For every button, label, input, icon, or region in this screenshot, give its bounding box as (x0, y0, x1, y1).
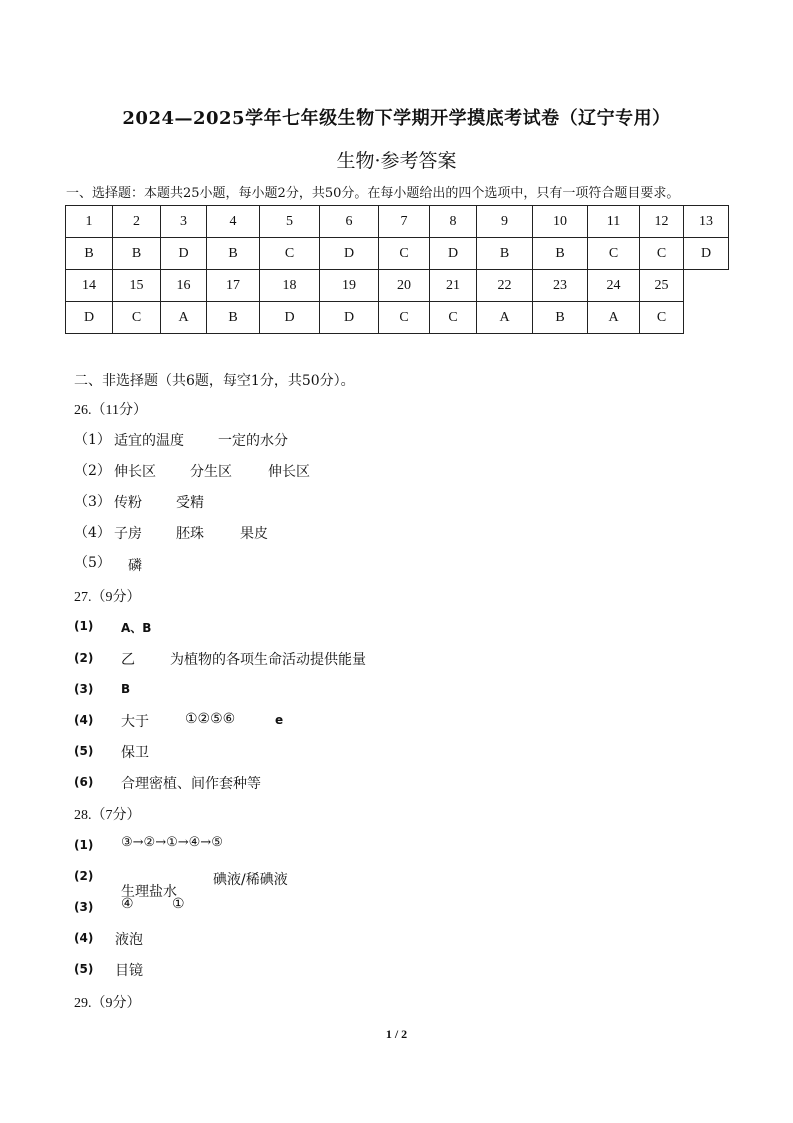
question-number-cell: 18 (260, 270, 320, 302)
q26-1-answer-2: 一定的水分 (218, 433, 288, 449)
answer-cell: D (320, 238, 379, 270)
q26-4-answer-3: 果皮 (240, 526, 268, 542)
question-26-label: 26.（11分） (74, 403, 147, 418)
question-number-cell: 8 (430, 206, 477, 238)
q27-6-answer-1: 合理密植、间作套种等 (121, 776, 261, 792)
q26-4-answer-2: 胚珠 (176, 526, 204, 542)
q28-1-answer-1: ③→②→①→④→⑤ (121, 835, 223, 850)
answer-cell: D (430, 238, 477, 270)
q28-item-4-number: (4) (74, 931, 94, 945)
answer-cell: C (588, 238, 640, 270)
answer-cell: D (320, 302, 379, 334)
q26-item-4-number: （4） (74, 525, 111, 541)
q26-item-1-number: （1） (74, 432, 111, 448)
q28-4-answer-1: 液泡 (115, 932, 143, 948)
q27-item-3-number: (3) (74, 682, 94, 696)
answer-cell: B (533, 302, 588, 334)
q26-3-answer-1: 传粉 (114, 495, 142, 511)
table-row (66, 270, 729, 302)
question-number-cell: 22 (477, 270, 533, 302)
answer-cell: C (640, 238, 684, 270)
question-number-cell: 24 (588, 270, 640, 302)
answer-cell: C (430, 302, 477, 334)
q26-item-2-number: （2） (74, 463, 111, 479)
answer-cell: D (161, 238, 207, 270)
page-title: 2024—2025学年七年级生物下学期开学摸底考试卷（辽宁专用） (122, 108, 671, 129)
question-number-cell: 2 (113, 206, 161, 238)
q26-5-answer-1: 磷 (128, 558, 142, 574)
answer-table (65, 205, 729, 334)
q28-item-2-number: (2) (74, 869, 94, 883)
answer-cell: A (477, 302, 533, 334)
answer-cell: B (533, 238, 588, 270)
answer-cell: C (379, 302, 430, 334)
q27-1-answer-1: A、B (121, 621, 152, 635)
page-number: 1 / 2 (385, 1027, 408, 1041)
q28-item-5-number: (5) (74, 962, 94, 976)
q26-1-answer-1: 适宜的温度 (114, 433, 184, 449)
question-number-cell: 16 (161, 270, 207, 302)
table-row (66, 206, 729, 238)
answer-cell: D (66, 302, 113, 334)
table-row (66, 302, 729, 334)
answer-cell: C (640, 302, 684, 334)
q28-5-answer-1: 目镜 (115, 963, 143, 979)
question-number-cell: 15 (113, 270, 161, 302)
q26-item-3-number: （3） (74, 494, 111, 510)
q27-4-answer-3: e (275, 713, 284, 727)
q27-item-6-number: (6) (74, 775, 94, 789)
q28-item-3-number: (3) (74, 900, 94, 914)
question-28-label: 28.（7分） (74, 808, 141, 823)
q27-3-answer-1: B (121, 682, 131, 696)
empty-cell (684, 270, 729, 302)
page-subtitle: 生物·参考答案 (336, 150, 457, 172)
q27-item-2-number: (2) (74, 651, 94, 665)
answer-cell: B (66, 238, 113, 270)
q27-item-4-number: (4) (74, 713, 94, 727)
question-number-cell: 3 (161, 206, 207, 238)
q28-3-answer-2: ① (172, 896, 185, 912)
answer-cell: A (588, 302, 640, 334)
question-number-cell: 7 (379, 206, 430, 238)
q28-2-answer-2: 碘液/稀碘液 (213, 872, 288, 888)
question-number-cell: 9 (477, 206, 533, 238)
answer-cell: C (379, 238, 430, 270)
q27-2-answer-2: 为植物的各项生命活动提供能量 (170, 652, 366, 668)
q27-4-answer-2: ①②⑤⑥ (185, 711, 236, 727)
q27-item-5-number: (5) (74, 744, 94, 758)
table-row (66, 238, 729, 270)
q27-5-answer-1: 保卫 (121, 745, 149, 761)
q26-2-answer-2: 分生区 (190, 464, 232, 480)
section1-heading: 一、选择题：本题共25小题，每小题2分，共50分。在每小题给出的四个选项中，只有一项符合题目要求。 (66, 186, 680, 201)
question-number-cell: 23 (533, 270, 588, 302)
q28-2-answer-1: 生理盐水 (121, 884, 177, 900)
question-number-cell: 5 (260, 206, 320, 238)
question-number-cell: 14 (66, 270, 113, 302)
q26-3-answer-2: 受精 (176, 495, 204, 511)
question-number-cell: 25 (640, 270, 684, 302)
q26-4-answer-1: 子房 (114, 526, 142, 542)
q28-item-1-number: (1) (74, 838, 94, 852)
q28-3-answer-1: ④ (121, 896, 134, 912)
question-number-cell: 10 (533, 206, 588, 238)
answer-cell: B (207, 238, 260, 270)
answer-cell: B (113, 238, 161, 270)
question-29-label: 29.（9分） (74, 996, 141, 1011)
answer-cell: B (207, 302, 260, 334)
question-number-cell: 20 (379, 270, 430, 302)
question-number-cell: 11 (588, 206, 640, 238)
answer-cell: D (684, 238, 729, 270)
q26-2-answer-1: 伸长区 (114, 464, 156, 480)
question-number-cell: 13 (684, 206, 729, 238)
q27-4-answer-1: 大于 (121, 714, 149, 730)
empty-cell (684, 302, 729, 334)
question-number-cell: 12 (640, 206, 684, 238)
question-number-cell: 19 (320, 270, 379, 302)
q26-item-5-number: （5） (74, 555, 111, 571)
q27-2-answer-1: 乙 (121, 652, 135, 668)
answer-cell: A (161, 302, 207, 334)
section2-heading: 二、非选择题（共6题，每空1分，共50分）。 (74, 373, 355, 389)
answer-cell: D (260, 302, 320, 334)
answer-cell: C (113, 302, 161, 334)
answer-cell: B (477, 238, 533, 270)
question-27-label: 27.（9分） (74, 590, 141, 605)
question-number-cell: 17 (207, 270, 260, 302)
question-number-cell: 6 (320, 206, 379, 238)
answer-cell: C (260, 238, 320, 270)
question-number-cell: 21 (430, 270, 477, 302)
q26-2-answer-3: 伸长区 (268, 464, 310, 480)
question-number-cell: 4 (207, 206, 260, 238)
q27-item-1-number: (1) (74, 619, 94, 633)
question-number-cell: 1 (66, 206, 113, 238)
